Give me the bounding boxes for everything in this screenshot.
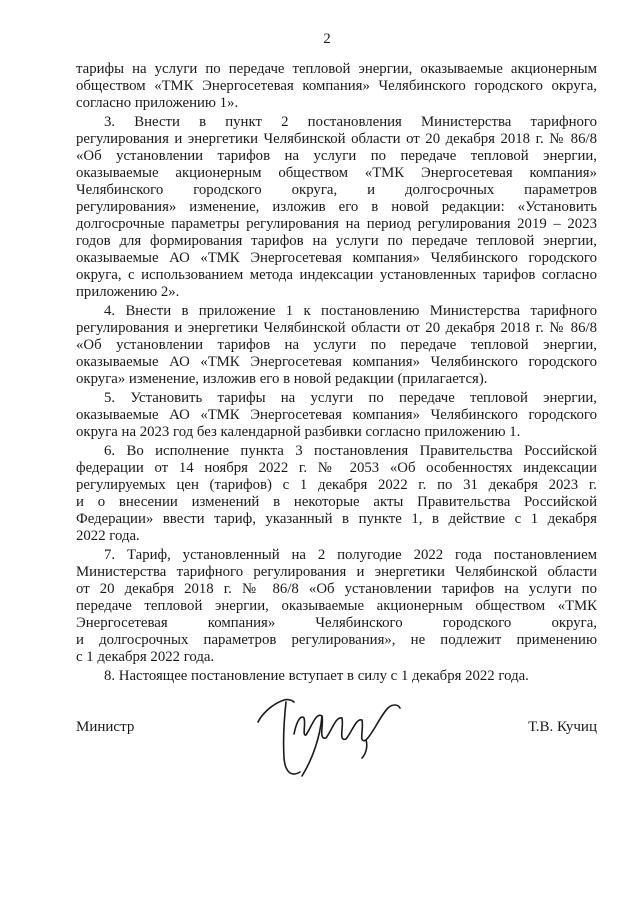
- text-line: 2022 года.: [76, 528, 140, 544]
- paragraph-item-8: [76, 668, 597, 685]
- text-line: Федерации» ввести тариф, указанный в пункте 1, в действие с 1 декабря: [76, 511, 597, 527]
- text-line: округа» изменение, изложив его в новой редакции (прилагается).: [76, 371, 488, 387]
- text-line: Энергосетевая компания» Челябинского городского округа,: [76, 615, 597, 631]
- text-line: регулирования и энергетики Челябинской области от 20 декабря 2018 г. № 86/8: [76, 131, 597, 147]
- page-number: 2: [323, 31, 331, 47]
- text-line: оказываемые АО «ТМК Энергосетевая компания» Челябинского городского: [76, 250, 597, 266]
- text-line: Министерства тарифного регулирования и энергетики Челябинской области: [76, 564, 597, 580]
- signer-position: Министр: [76, 719, 135, 735]
- signature-stroke-vertical: [284, 702, 300, 774]
- text-line: долгосрочные параметры регулирования на период регулирования 2019 – 2023: [76, 216, 597, 232]
- text-line: оказываемые акционерным обществом «ТМК Энергосетевая компания»: [76, 165, 597, 181]
- text-line: и о внесении изменений в некоторые акты Правительства Российской: [76, 494, 597, 510]
- text-line: согласно приложению 1».: [76, 95, 239, 111]
- handwritten-signature: [250, 688, 410, 783]
- signer-name: Т.В. Кучиц: [528, 719, 597, 735]
- text-line: обществом «ТМК Энергосетевая компания» Челябинского городского округа,: [76, 78, 597, 94]
- text-line: 8. Настоящее постановление вступает в силу с 1 декабря 2022 года.: [104, 668, 529, 684]
- text-line: 6. Во исполнение пункта 3 постановления Правительства Российской: [104, 443, 597, 459]
- paragraph-item-6: [76, 443, 597, 545]
- text-line: и долгосрочных параметров регулирования», не подлежит применению: [76, 632, 597, 648]
- paragraph-item-7: [76, 547, 597, 666]
- text-line: передаче тепловой энергии, оказываемые акционерным обществом «ТМК: [76, 598, 597, 614]
- signature-stroke-top: [258, 700, 294, 722]
- signature-stroke-tail: [362, 740, 367, 758]
- text-line: 7. Тариф, установленный на 2 полугодие 2022 года постановлением: [104, 547, 597, 563]
- paragraph-continuation: [76, 61, 597, 112]
- text-line: оказываемые АО «ТМК Энергосетевая компания» Челябинского городского: [76, 354, 597, 370]
- paragraph-item-3: [76, 114, 597, 301]
- document-body: [76, 61, 597, 685]
- paragraph-item-5: [76, 390, 597, 441]
- text-line: округа, с использованием метода индексации установленных тарифов согласно: [76, 267, 597, 283]
- text-line: федерации от 14 ноября 2022 г. № 2053 «Об особенностях индексации: [76, 460, 597, 476]
- text-line: Челябинского городского округа, и долгосрочных параметров: [76, 182, 597, 198]
- text-line: «Об установлении тарифов на услуги по передаче тепловой энергии,: [76, 148, 597, 164]
- text-line: с 1 декабря 2022 года.: [76, 649, 215, 665]
- paragraph-item-4: [76, 303, 597, 388]
- text-line: от 20 декабря 2018 г. № 86/8 «Об установлении тарифов на услуги по: [76, 581, 597, 597]
- text-line: тарифы на услуги по передаче тепловой энергии, оказываемые акционерным: [76, 61, 597, 77]
- text-line: приложению 2».: [76, 284, 180, 300]
- text-line: 3. Внести в пункт 2 постановления Министерства тарифного: [104, 114, 597, 130]
- text-line: округа на 2023 год без календарной разбивки согласно приложению 1.: [76, 424, 521, 440]
- text-line: регулирования» изменение, изложив его в новой редакции: «Установить: [76, 199, 597, 215]
- text-line: «Об установлении тарифов на услуги по передаче тепловой энергии,: [76, 337, 597, 353]
- signature-stroke-cursive: [294, 705, 400, 741]
- text-line: 4. Внести в приложение 1 к постановлению Министерства тарифного: [104, 303, 597, 319]
- text-line: годов для формирования тарифов на услуги по передаче тепловой энергии,: [76, 233, 597, 249]
- text-line: 5. Установить тарифы на услуги по передаче тепловой энергии,: [104, 390, 597, 406]
- text-line: регулируемых цен (тарифов) с 1 декабря 2022 г. по 31 декабря 2023 г.: [76, 477, 597, 493]
- text-line: оказываемые АО «ТМК Энергосетевая компания» Челябинского городского: [76, 407, 597, 423]
- text-line: регулирования и энергетики Челябинской области от 20 декабря 2018 г. № 86/8: [76, 320, 597, 336]
